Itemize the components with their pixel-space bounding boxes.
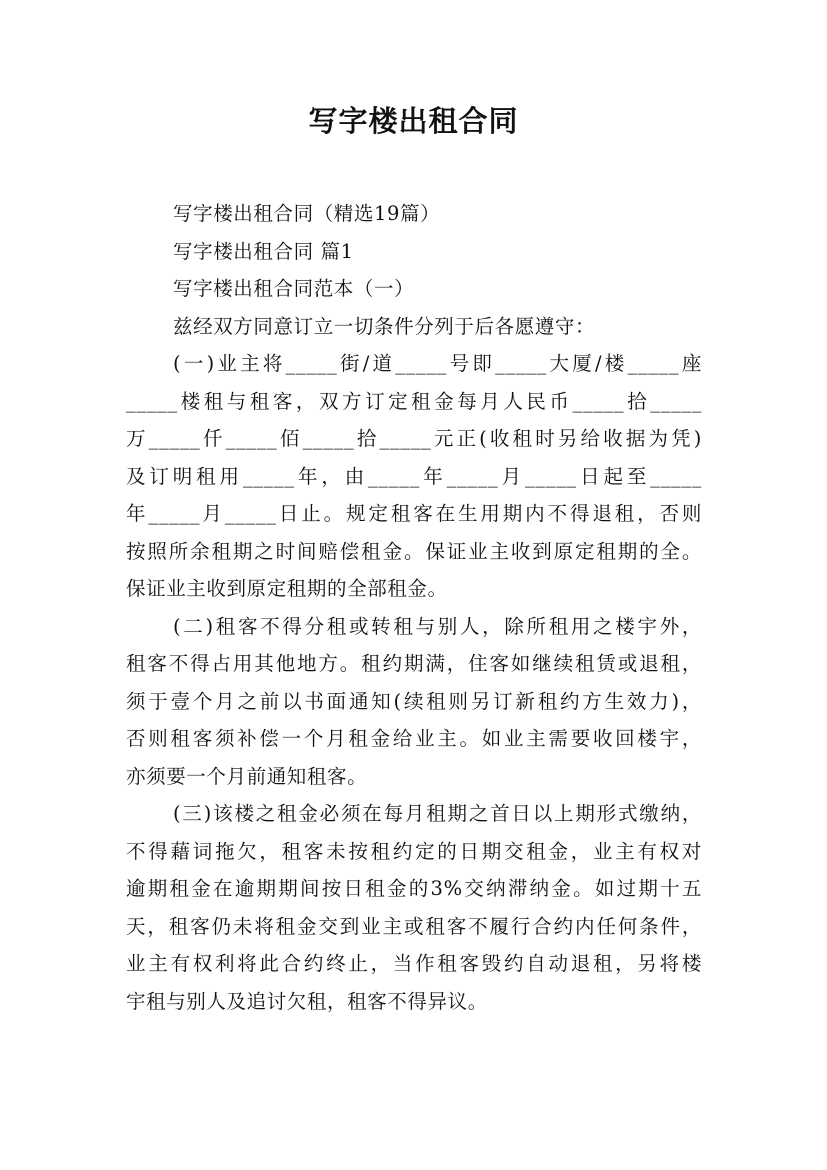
paragraph-line: (一)业主将_____街/道_____号即_____大厦/楼_____座 — [173, 352, 702, 375]
paragraph-line: 天，租客仍未将租金交到业主或租客不履行合约内任何条件， — [126, 914, 702, 938]
paragraph-line: 不得藉词拖欠，租客未按租约定的日期交租金，业主有权对 — [126, 839, 702, 863]
paragraph-line: 宇租与别人及追讨欠租，租客不得异议。 — [126, 989, 488, 1013]
paragraph-line: 亦须要一个月前通知租客。 — [126, 764, 368, 788]
document-title: 写字楼出租合同 — [308, 104, 519, 138]
paragraph-line: 保证业主收到原定租期的全部租金。 — [126, 577, 448, 600]
paragraph-line: 及订明租用_____年，由_____年_____月_____日起至_____ — [126, 464, 702, 488]
paragraph-line: (三)该楼之租金必须在每月租期之首日以上期形式缴纳， — [173, 802, 702, 825]
paragraph-line: 万_____仟_____佰_____拾_____元正(收租时另给收据为凭) — [126, 427, 702, 450]
paragraph-line: 租客不得占用其他地方。租约期满，住客如继续租赁或退租， — [126, 652, 702, 675]
paragraph-line: 年_____月_____日止。规定租客在生用期内不得退租，否则 — [126, 502, 702, 525]
document-body — [126, 195, 702, 1020]
paragraph-line: 业主有权利将此合约终止，当作租客毁约自动退租，另将楼 — [126, 952, 702, 975]
paragraph-line: 写字楼出租合同（精选19篇） — [173, 202, 441, 225]
paragraph-line: 逾期租金在逾期期间按日租金的3%交纳滞纳金。如过期十五 — [126, 877, 702, 900]
paragraph-line: 写字楼出租合同范本（一） — [173, 277, 415, 300]
paragraph-line: 兹经双方同意订立一切条件分列于后各愿遵守： — [173, 314, 596, 338]
paragraph-line: 须于壹个月之前以书面通知(续租则另订新租约方生效力)， — [126, 689, 702, 713]
paragraph-line: 写字楼出租合同 篇1 — [173, 239, 354, 263]
paragraph-line: (二)租客不得分租或转租与别人，除所租用之楼宇外， — [173, 614, 702, 638]
paragraph-line: 否则租客须补偿一个月租金给业主。如业主需要收回楼宇， — [126, 727, 702, 750]
paragraph-line: 按照所余租期之时间赔偿租金。保证业主收到原定租期的全。 — [126, 539, 702, 563]
paragraph-line: _____楼租与租客，双方订定租金每月人民币_____拾_____ — [126, 389, 702, 413]
